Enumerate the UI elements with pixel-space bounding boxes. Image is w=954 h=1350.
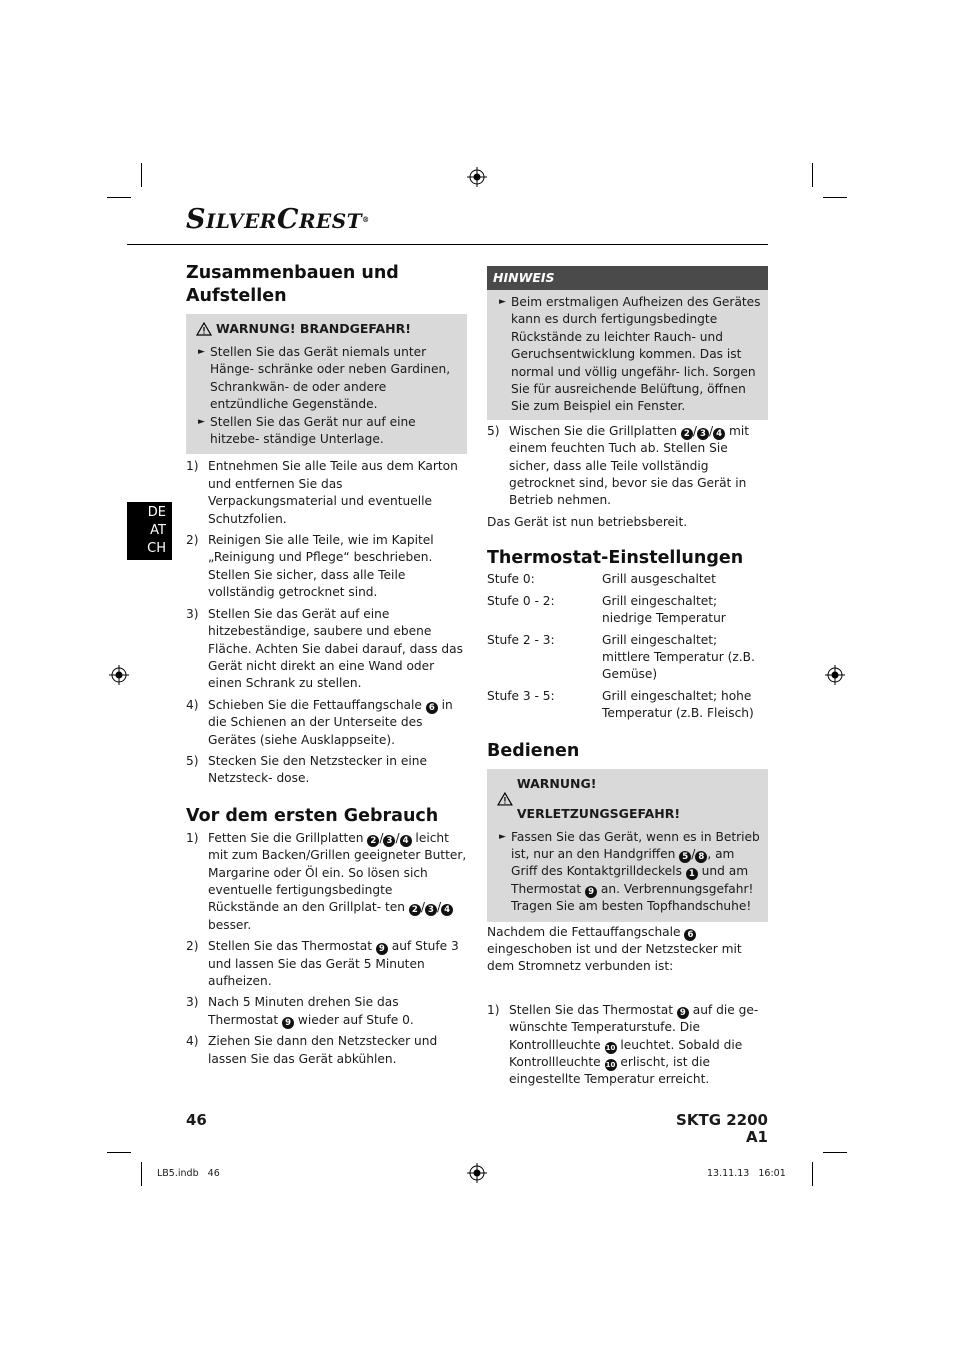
part-number-badge: 2 xyxy=(681,428,693,440)
crop-mark xyxy=(823,1152,847,1153)
header-rule xyxy=(127,244,768,245)
step-item: 1) Fetten Sie die Grillplatten 2 / 3 / 4 leicht mit zum Backen/Grillen geeigneter Butter, Margarine oder Öl ein. So lösen sich eventuelle fertigungsbedingte Rückstände an den Grillplat- ten 2 / 3 / 4 besser. xyxy=(186,830,467,932)
brand-logo: SILVERCREST® xyxy=(186,204,370,235)
part-number-badge: 10 xyxy=(605,1061,616,1069)
part-number-badge: 2 xyxy=(409,904,421,916)
setting-row: Stufe 0: Grill ausgeschaltet xyxy=(487,572,716,587)
part-number-badge: 10 xyxy=(605,1043,616,1052)
crop-mark xyxy=(823,197,847,198)
part-number-badge: 4 xyxy=(441,904,453,916)
part-number-badge: 9 xyxy=(677,1007,689,1019)
step-item: 2) Stellen Sie das Thermostat 9 auf Stufe 3 und lassen Sie das Gerät 5 Minuten aufheizen. xyxy=(186,939,459,988)
step-item: 4) Ziehen Sie dann den Netzstecker und lassen Sie das Gerät abkühlen. xyxy=(186,1034,438,1066)
registration-mark-icon xyxy=(109,665,129,685)
lang-de: DE xyxy=(147,505,166,520)
step-item: 5) Stecken Sie den Netzstecker in eine Netzsteck- dose. xyxy=(186,753,427,786)
crop-mark xyxy=(812,1162,813,1186)
arrow-bullet-icon: ► xyxy=(198,347,205,357)
part-number-badge: 9 xyxy=(282,1017,294,1029)
note-box xyxy=(487,290,768,420)
slug-date: 13.11.13 16:01 xyxy=(707,1168,786,1179)
left-column xyxy=(186,262,467,1068)
part-number-badge: 1 xyxy=(686,868,698,880)
part-number-badge: 2 xyxy=(367,835,379,847)
crop-mark xyxy=(141,163,142,187)
warning-triangle-icon xyxy=(196,322,212,336)
warning-triangle-icon xyxy=(497,792,513,806)
registration-mark-icon xyxy=(825,665,845,685)
crop-mark xyxy=(141,1162,142,1186)
bullet-item: ► Stellen Sie das Gerät nur auf eine hitzebe- ständige Unterlage. xyxy=(192,414,461,449)
part-number-badge: 4 xyxy=(400,835,412,847)
step-item: 1) Entnehmen Sie alle Teile aus dem Karton und entfernen Sie das Verpackungsmaterial und eventuelle Schutzfolien. xyxy=(186,459,458,526)
crop-mark xyxy=(107,1152,131,1153)
part-number-badge: 9 xyxy=(585,886,597,898)
step-item: 1) Stellen Sie das Thermostat 9 auf die ge- wünschte Temperaturstufe. Die Kontrollleuchte 10 leuchtet. Sobald die Kontrollleuchte 10 erlischt, ist die eingestellte Temperatur erreicht. xyxy=(487,1002,759,1087)
lang-ch: CH xyxy=(147,541,166,556)
model-number: SKTG 2200 A1 xyxy=(676,1111,768,1147)
part-number-badge: 5 xyxy=(679,851,691,863)
arrow-bullet-icon: ► xyxy=(499,831,506,842)
section-heading: Bedienen xyxy=(487,740,580,761)
right-column xyxy=(487,266,768,1089)
step-item: 4) Schieben Sie die Fettauffangschale 6 in die Schienen an der Unterseite des Gerätes (siehe Ausklappseite). xyxy=(186,697,453,747)
part-number-badge: 6 xyxy=(684,929,696,941)
step-item: 2) Reinigen Sie alle Teile, wie im Kapitel „Reinigung und Pflege“ beschrieben. Stellen Sie sicher, dass alle Teile vollständig getrocknet sind. xyxy=(186,533,434,600)
setting-row: Stufe 0 - 2: Grill eingeschaltet; niedrige Temperatur xyxy=(487,593,726,626)
bullet-item: ► Beim erstmaligen Aufheizen des Gerätes kann es durch fertigungsbedingte Rückstände zu leichter Rauch- und Geruchsentwicklung kommen. Das ist normal und völlig ungefähr- lich. Sorgen Sie für ausreichende Belüftung, öffnen Sie zum Beispiel ein Fenster. xyxy=(493,294,762,416)
part-number-badge: 3 xyxy=(697,428,709,440)
crop-mark xyxy=(812,163,813,187)
bullet-item: ► Fassen Sie das Gerät, wenn es in Betrieb ist, nur an den Handgriffen 5 / 8 , am Griff des Kontaktgrilldeckels 1 und am Thermostat 9 an. Verbrennungsgefahr! Tragen Sie am besten Topfhandschuhe! xyxy=(493,829,762,916)
arrow-bullet-icon: ► xyxy=(499,297,506,307)
part-number-badge: 4 xyxy=(713,428,725,440)
part-number-badge: 3 xyxy=(425,904,437,916)
note-title: HINWEIS xyxy=(487,266,768,290)
section-heading: Thermostat-Einstellungen xyxy=(487,548,744,569)
part-number-badge: 8 xyxy=(695,851,707,863)
step-item: 3) Nach 5 Minuten drehen Sie das Thermostat 9 wieder auf Stufe 0. xyxy=(186,995,414,1028)
arrow-bullet-icon: ► xyxy=(198,416,205,427)
warning-box-fire xyxy=(186,314,467,454)
part-number-badge: 3 xyxy=(383,835,395,847)
page-number: 46 xyxy=(186,1111,207,1129)
setting-row: Stufe 2 - 3: Grill eingeschaltet; mittlere Temperatur (z.B. Gemüse) xyxy=(487,632,755,682)
part-number-badge: 6 xyxy=(426,702,438,714)
registration-mark-icon xyxy=(467,1163,487,1183)
bullet-item: ► Stellen Sie das Gerät niemals unter Hänge- schränke oder neben Gardinen, Schrankwän- de oder andere entzündliche Gegenstände. xyxy=(192,344,461,414)
ready-text: Das Gerät ist nun betriebsbereit. xyxy=(487,514,688,529)
lang-at: AT xyxy=(150,523,166,538)
warning-title: WARNUNG! BRANDGEFAHR! xyxy=(192,314,461,344)
slug-file: LB5.indb 46 xyxy=(157,1168,220,1179)
crop-mark xyxy=(107,197,131,198)
section-heading: Zusammenbauen und Aufstellen xyxy=(186,263,399,306)
setting-row: Stufe 3 - 5: Grill eingeschaltet; hohe Temperatur (z.B. Fleisch) xyxy=(487,688,754,721)
language-tab xyxy=(127,502,172,560)
step-item: 5) Wischen Sie die Grillplatten 2 / 3 / 4 mit einem feuchten Tuch ab. Stellen Sie sicher, dass alle Teile vollständig getrocknet sind, bevor sie das Gerät in Betrieb nehmen. xyxy=(487,423,750,508)
section-heading: Vor dem ersten Gebrauch xyxy=(186,805,439,826)
part-number-badge: 9 xyxy=(376,943,388,955)
step-item: 3) Stellen Sie das Gerät auf eine hitzebeständige, saubere und ebene Fläche. Achten Sie dabei darauf, dass das Gerät nicht direkt an eine Wand oder einen Schrank zu stellen. xyxy=(186,606,463,691)
registration-mark-icon xyxy=(467,167,487,187)
warning-box-injury xyxy=(487,769,768,922)
paragraph: Nachdem die Fettauffangschale 6 eingeschoben ist und der Netzstecker mit dem Stromnetz verbunden ist: xyxy=(487,924,742,974)
warning-title: WARNUNG! VERLETZUNGSGEFAHR! xyxy=(493,769,762,829)
